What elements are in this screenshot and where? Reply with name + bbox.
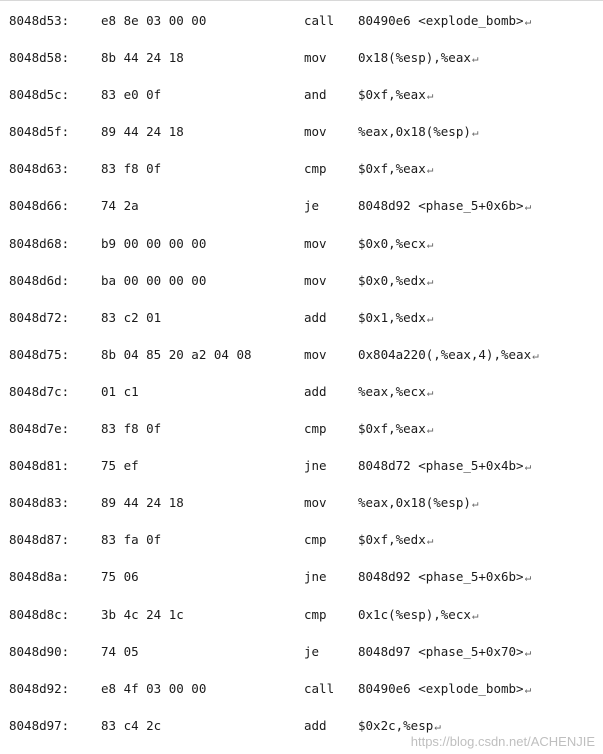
- instruction-mnemonic: call: [304, 13, 335, 28]
- instruction-operands: [358, 2, 531, 40]
- instruction-mnemonic: mov: [304, 272, 327, 288]
- paragraph-mark-icon: ↵: [524, 645, 532, 659]
- instruction-bytes: e8 8e 03 00 00: [101, 13, 207, 28]
- paragraph-mark-icon: ↵: [471, 52, 479, 66]
- instruction-address: 8048d72:: [9, 309, 70, 325]
- paragraph-mark-icon: ↵: [524, 682, 532, 696]
- operands-text: 8048d72 <phase_5+0x4b>: [358, 458, 524, 474]
- instruction-address: 8048d87:: [9, 532, 70, 548]
- instruction-operands: [358, 113, 479, 151]
- operands-text: $0xf,%eax: [358, 87, 426, 103]
- instruction-row: [0, 187, 603, 224]
- instruction-row: [0, 670, 603, 707]
- instruction-operands: [358, 521, 433, 559]
- instruction-row: [0, 336, 603, 373]
- instruction-bytes: 8b 44 24 18: [101, 50, 184, 66]
- paragraph-mark-icon: ↵: [524, 15, 532, 28]
- paragraph-mark-icon: ↵: [471, 126, 479, 140]
- instruction-mnemonic: jne: [304, 458, 327, 474]
- instruction-operands: [358, 558, 531, 596]
- instruction-bytes: 83 f8 0f: [101, 421, 162, 437]
- instruction-row: [0, 447, 603, 484]
- instruction-address: 8048d53:: [9, 13, 70, 28]
- instruction-address: 8048d83:: [9, 495, 70, 511]
- instruction-bytes: 83 c4 2c: [101, 717, 162, 733]
- operands-text: $0xf,%eax: [358, 161, 426, 177]
- instruction-address: 8048d5f:: [9, 124, 70, 140]
- operands-text: 0x804a220(,%eax,4),%eax: [358, 346, 532, 362]
- instruction-address: 8048d5c:: [9, 87, 70, 103]
- instruction-mnemonic: mov: [304, 124, 327, 140]
- instruction-mnemonic: mov: [304, 346, 327, 362]
- instruction-row: [0, 521, 603, 558]
- instruction-mnemonic: call: [304, 680, 335, 696]
- instruction-operands: [358, 484, 479, 522]
- instruction-operands: [358, 633, 531, 671]
- instruction-operands: [358, 76, 433, 114]
- instruction-bytes: 83 fa 0f: [101, 532, 162, 548]
- instruction-row: [0, 596, 603, 633]
- instruction-mnemonic: cmp: [304, 421, 327, 437]
- instruction-bytes: 74 05: [101, 643, 139, 659]
- instruction-bytes: 83 e0 0f: [101, 87, 162, 103]
- instruction-bytes: 89 44 24 18: [101, 495, 184, 511]
- instruction-bytes: ba 00 00 00 00: [101, 272, 207, 288]
- instruction-mnemonic: jne: [304, 569, 327, 585]
- operands-text: 8048d97 <phase_5+0x70>: [358, 643, 524, 659]
- instruction-address: 8048d92:: [9, 680, 70, 696]
- paragraph-mark-icon: ↵: [524, 200, 532, 214]
- instruction-operands: [358, 373, 433, 411]
- instruction-row: [0, 299, 603, 336]
- instruction-address: 8048d75:: [9, 346, 70, 362]
- instruction-row: [0, 484, 603, 521]
- instruction-row: [0, 76, 603, 113]
- instruction-row: [0, 558, 603, 595]
- instruction-bytes: 83 f8 0f: [101, 161, 162, 177]
- paragraph-mark-icon: ↵: [426, 311, 434, 325]
- watermark: https://blog.csdn.net/ACHENJIE: [410, 734, 595, 749]
- paragraph-mark-icon: ↵: [426, 163, 434, 177]
- operands-text: %eax,%ecx: [358, 383, 426, 399]
- instruction-bytes: 89 44 24 18: [101, 124, 184, 140]
- instruction-bytes: 74 2a: [101, 198, 139, 214]
- instruction-mnemonic: add: [304, 309, 327, 325]
- instruction-mnemonic: cmp: [304, 161, 327, 177]
- operands-text: $0xf,%eax: [358, 421, 426, 437]
- instruction-row: [0, 39, 603, 76]
- paragraph-mark-icon: ↵: [426, 534, 434, 548]
- instruction-mnemonic: and: [304, 87, 327, 103]
- instruction-operands: [358, 410, 433, 448]
- instruction-mnemonic: add: [304, 717, 327, 733]
- instruction-mnemonic: cmp: [304, 606, 327, 622]
- instruction-mnemonic: mov: [304, 495, 327, 511]
- instruction-bytes: 83 c2 01: [101, 309, 162, 325]
- instruction-row: [0, 113, 603, 150]
- disassembly-listing: [0, 2, 603, 744]
- instruction-row: [0, 150, 603, 187]
- paragraph-mark-icon: ↵: [426, 423, 434, 437]
- paragraph-mark-icon: ↵: [426, 385, 434, 399]
- instruction-operands: [358, 187, 531, 225]
- instruction-row: [0, 410, 603, 447]
- instruction-operands: [358, 670, 531, 708]
- instruction-address: 8048d90:: [9, 643, 70, 659]
- operands-text: 8048d92 <phase_5+0x6b>: [358, 569, 524, 585]
- operands-text: %eax,0x18(%esp): [358, 124, 471, 140]
- instruction-address: 8048d6d:: [9, 272, 70, 288]
- operands-text: 8048d92 <phase_5+0x6b>: [358, 198, 524, 214]
- paragraph-mark-icon: ↵: [426, 237, 434, 251]
- operands-text: 0x1c(%esp),%ecx: [358, 606, 471, 622]
- paragraph-mark-icon: ↵: [426, 274, 434, 288]
- operands-text: $0x1,%edx: [358, 309, 426, 325]
- instruction-operands: [358, 39, 479, 77]
- instruction-mnemonic: mov: [304, 235, 327, 251]
- instruction-address: 8048d8c:: [9, 606, 70, 622]
- instruction-address: 8048d68:: [9, 235, 70, 251]
- instruction-address: 8048d7c:: [9, 383, 70, 399]
- instruction-bytes: b9 00 00 00 00: [101, 235, 207, 251]
- instruction-bytes: 01 c1: [101, 383, 139, 399]
- operands-text: 0x18(%esp),%eax: [358, 50, 471, 66]
- instruction-operands: [358, 262, 433, 300]
- instruction-address: 8048d97:: [9, 717, 70, 733]
- operands-text: $0x0,%edx: [358, 272, 426, 288]
- operands-text: $0x2c,%esp: [358, 717, 434, 733]
- instruction-row: [0, 262, 603, 299]
- instruction-address: 8048d66:: [9, 198, 70, 214]
- instruction-address: 8048d7e:: [9, 421, 70, 437]
- operands-text: $0x0,%ecx: [358, 235, 426, 251]
- paragraph-mark-icon: ↵: [532, 348, 539, 362]
- paragraph-mark-icon: ↵: [434, 719, 441, 733]
- paragraph-mark-icon: ↵: [524, 460, 532, 474]
- operands-text: 80490e6 <explode_bomb>: [358, 680, 524, 696]
- instruction-mnemonic: add: [304, 383, 327, 399]
- instruction-address: 8048d63:: [9, 161, 70, 177]
- paragraph-mark-icon: ↵: [524, 571, 532, 585]
- instruction-mnemonic: mov: [304, 50, 327, 66]
- instruction-operands: [358, 225, 433, 263]
- instruction-bytes: e8 4f 03 00 00: [101, 680, 207, 696]
- instruction-mnemonic: je: [304, 198, 320, 214]
- instruction-row: [0, 225, 603, 262]
- instruction-bytes: 75 06: [101, 569, 139, 585]
- instruction-operands: [358, 447, 531, 485]
- operands-text: %eax,0x18(%esp): [358, 495, 471, 511]
- instruction-operands: [358, 150, 433, 188]
- top-divider: [0, 0, 603, 1]
- instruction-address: 8048d8a:: [9, 569, 70, 585]
- instruction-bytes: 3b 4c 24 1c: [101, 606, 184, 622]
- instruction-operands: [358, 299, 433, 337]
- paragraph-mark-icon: ↵: [471, 608, 479, 622]
- instruction-bytes: 75 ef: [101, 458, 139, 474]
- instruction-operands: [358, 336, 539, 374]
- instruction-address: 8048d58:: [9, 50, 70, 66]
- instruction-operands: [358, 596, 479, 634]
- instruction-row: [0, 2, 603, 39]
- instruction-mnemonic: cmp: [304, 532, 327, 548]
- paragraph-mark-icon: ↵: [471, 497, 479, 511]
- instruction-bytes: 8b 04 85 20 a2 04 08: [101, 346, 252, 362]
- instruction-mnemonic: je: [304, 643, 320, 659]
- paragraph-mark-icon: ↵: [426, 89, 434, 103]
- instruction-address: 8048d81:: [9, 458, 70, 474]
- operands-text: 80490e6 <explode_bomb>: [358, 13, 524, 28]
- instruction-row: [0, 373, 603, 410]
- operands-text: $0xf,%edx: [358, 532, 426, 548]
- instruction-row: [0, 633, 603, 670]
